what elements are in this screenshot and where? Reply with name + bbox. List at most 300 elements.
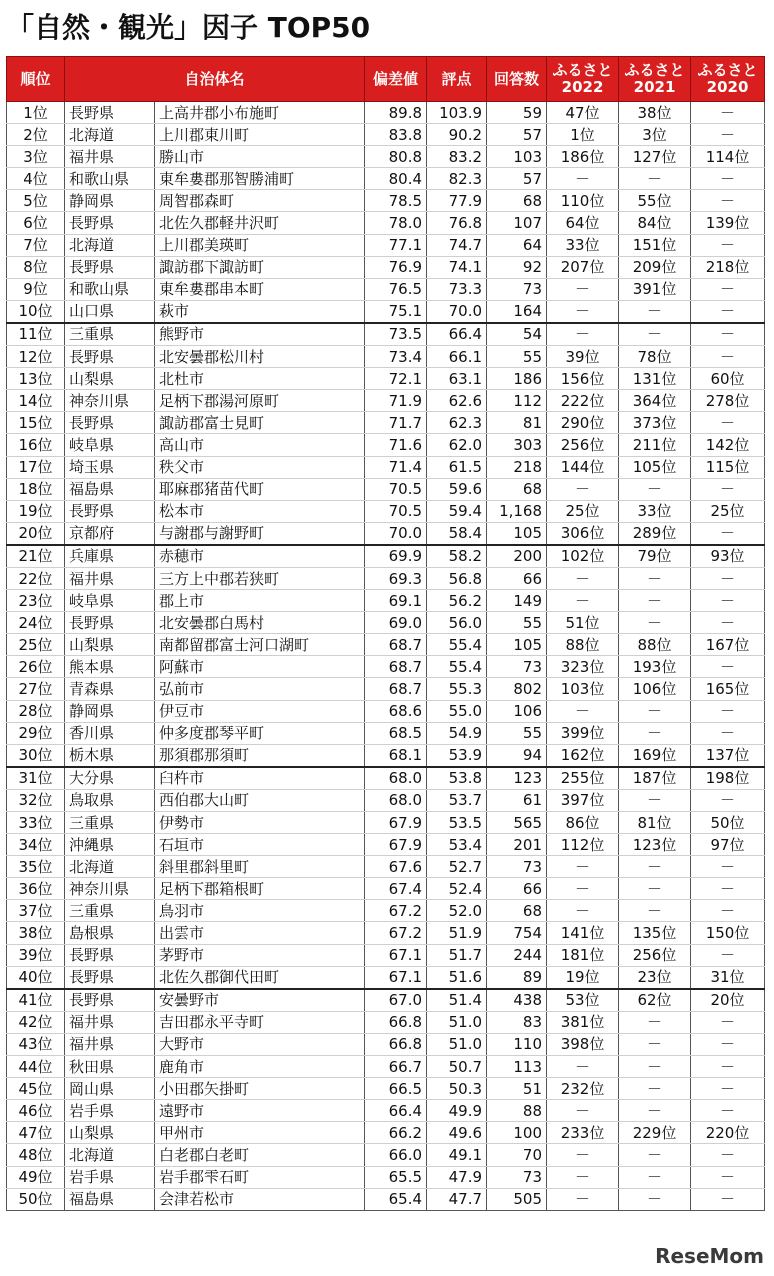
score-cell: 51.0 [427,1011,487,1033]
responses-cell: 55 [487,612,547,634]
prefecture-cell: 神奈川県 [65,878,155,900]
furusato-2020-cell: 165位 [691,678,765,700]
furusato-2020-cell: 115位 [691,456,765,478]
prefecture-cell: 山口県 [65,300,155,323]
table-row [7,124,765,146]
city-cell: 勝山市 [155,146,365,168]
responses-cell: 68 [487,190,547,212]
city-cell: 熊野市 [155,323,365,346]
score-cell: 74.7 [427,234,487,256]
city-cell: 遠野市 [155,1100,365,1122]
rank-cell: 43位 [7,1033,65,1055]
page-title: 「自然・観光」因子 TOP50 [6,11,371,44]
score-cell: 51.0 [427,1033,487,1055]
table-row [7,390,765,412]
furusato-2020-cell: － [691,944,765,966]
prefecture-cell: 熊本県 [65,656,155,678]
deviation-cell: 66.4 [365,1100,427,1122]
prefecture-cell: 北海道 [65,856,155,878]
furusato-2022-cell: － [547,567,619,589]
rank-cell: 10位 [7,300,65,323]
responses-cell: 110 [487,1033,547,1055]
table-row [7,966,765,989]
rank-cell: 41位 [7,989,65,1012]
header-furusato-2022 [547,57,619,102]
header-rank: 順位 [7,57,65,102]
city-cell: 萩市 [155,300,365,323]
furusato-2022-cell: 323位 [547,656,619,678]
furusato-2021-cell: 106位 [619,678,691,700]
prefecture-cell: 和歌山県 [65,168,155,190]
score-cell: 55.4 [427,634,487,656]
deviation-cell: 66.8 [365,1033,427,1055]
rank-cell: 33位 [7,812,65,834]
score-cell: 51.9 [427,922,487,944]
table-row [7,434,765,456]
responses-cell: 61 [487,789,547,811]
table-row [7,567,765,589]
score-cell: 54.9 [427,722,487,744]
furusato-2020-cell: 97位 [691,834,765,856]
score-cell: 53.5 [427,812,487,834]
furusato-2020-cell: － [691,168,765,190]
furusato-2022-cell: － [547,478,619,500]
responses-cell: 57 [487,124,547,146]
score-cell: 52.4 [427,878,487,900]
city-cell: 秩父市 [155,456,365,478]
table-row [7,1078,765,1100]
furusato-2022-cell: 186位 [547,146,619,168]
prefecture-cell: 岩手県 [65,1100,155,1122]
city-cell: 出雲市 [155,922,365,944]
city-cell: 上川郡美瑛町 [155,234,365,256]
deviation-cell: 66.2 [365,1122,427,1144]
table-row [7,256,765,278]
deviation-cell: 71.9 [365,390,427,412]
furusato-2021-cell: － [619,878,691,900]
furusato-2021-cell: － [619,590,691,612]
city-cell: 足柄下郡箱根町 [155,878,365,900]
city-cell: 大野市 [155,1033,365,1055]
city-cell: 那須郡那須町 [155,744,365,767]
deviation-cell: 69.1 [365,590,427,612]
header-deviation: 偏差値 [365,57,427,102]
deviation-cell: 67.4 [365,878,427,900]
furusato-2021-cell: 88位 [619,634,691,656]
table-row [7,478,765,500]
furusato-2021-cell: 33位 [619,500,691,522]
responses-cell: 164 [487,300,547,323]
furusato-2022-cell: － [547,878,619,900]
table-row [7,300,765,323]
furusato-2020-cell: 25位 [691,500,765,522]
furusato-2022-cell: 381位 [547,1011,619,1033]
furusato-2020-cell: － [691,323,765,346]
prefecture-cell: 山梨県 [65,634,155,656]
rank-cell: 18位 [7,478,65,500]
prefecture-cell: 長野県 [65,500,155,522]
furusato-2022-cell: － [547,1056,619,1078]
prefecture-cell: 鳥取県 [65,789,155,811]
deviation-cell: 65.4 [365,1188,427,1210]
city-cell: 北安曇郡白馬村 [155,612,365,634]
responses-cell: 57 [487,168,547,190]
furusato-2020-cell: 20位 [691,989,765,1012]
deviation-cell: 89.8 [365,102,427,124]
prefecture-cell: 静岡県 [65,700,155,722]
furusato-2021-cell: － [619,478,691,500]
score-cell: 62.0 [427,434,487,456]
furusato-2020-cell: － [691,278,765,300]
prefecture-cell: 北海道 [65,234,155,256]
prefecture-cell: 岩手県 [65,1166,155,1188]
responses-cell: 73 [487,278,547,300]
furusato-2020-cell: － [691,234,765,256]
responses-cell: 59 [487,102,547,124]
furusato-2022-cell: 102位 [547,545,619,568]
furusato-2022-cell: 25位 [547,500,619,522]
prefecture-cell: 兵庫県 [65,545,155,568]
score-cell: 66.4 [427,323,487,346]
score-cell: 76.8 [427,212,487,234]
table-row [7,944,765,966]
score-cell: 90.2 [427,124,487,146]
prefecture-cell: 三重県 [65,323,155,346]
furusato-2020-cell: － [691,567,765,589]
rank-cell: 24位 [7,612,65,634]
furusato-2022-cell: 256位 [547,434,619,456]
deviation-cell: 70.5 [365,478,427,500]
furusato-2021-cell: 256位 [619,944,691,966]
rank-cell: 4位 [7,168,65,190]
deviation-cell: 67.6 [365,856,427,878]
furusato-2021-cell: － [619,1188,691,1210]
responses-cell: 218 [487,456,547,478]
furusato-2022-cell: 144位 [547,456,619,478]
deviation-cell: 76.5 [365,278,427,300]
score-cell: 59.6 [427,478,487,500]
city-cell: 諏訪郡下諏訪町 [155,256,365,278]
score-cell: 61.5 [427,456,487,478]
city-cell: 東牟婁郡串本町 [155,278,365,300]
furusato-2021-cell: 78位 [619,346,691,368]
responses-cell: 66 [487,878,547,900]
deviation-cell: 68.5 [365,722,427,744]
table-row [7,634,765,656]
furusato-2021-cell: 3位 [619,124,691,146]
deviation-cell: 78.0 [365,212,427,234]
deviation-cell: 68.7 [365,634,427,656]
city-cell: 臼杵市 [155,767,365,790]
city-cell: 小田郡矢掛町 [155,1078,365,1100]
furusato-2021-cell: 105位 [619,456,691,478]
deviation-cell: 77.1 [365,234,427,256]
furusato-2021-cell: 81位 [619,812,691,834]
score-cell: 103.9 [427,102,487,124]
furusato-2022-cell: 33位 [547,234,619,256]
deviation-cell: 73.5 [365,323,427,346]
city-cell: 三方上中郡若狭町 [155,567,365,589]
furusato-2021-cell: 391位 [619,278,691,300]
responses-cell: 106 [487,700,547,722]
furusato-2021-cell: － [619,1166,691,1188]
furusato-2021-cell: － [619,1078,691,1100]
furusato-2020-cell: － [691,856,765,878]
furusato-2022-cell: 181位 [547,944,619,966]
deviation-cell: 71.7 [365,412,427,434]
furusato-2020-cell: － [691,722,765,744]
deviation-cell: 68.0 [365,767,427,790]
responses-cell: 81 [487,412,547,434]
furusato-2020-cell: － [691,1100,765,1122]
score-cell: 50.7 [427,1056,487,1078]
prefecture-cell: 長野県 [65,966,155,989]
table-row [7,500,765,522]
furusato-2020-cell: － [691,346,765,368]
deviation-cell: 66.8 [365,1011,427,1033]
city-cell: 西伯郡大山町 [155,789,365,811]
deviation-cell: 66.5 [365,1078,427,1100]
responses-cell: 70 [487,1144,547,1166]
furusato-2022-cell: － [547,1166,619,1188]
city-cell: 阿蘇市 [155,656,365,678]
table-row [7,612,765,634]
furusato-2021-cell: 38位 [619,102,691,124]
responses-cell: 68 [487,478,547,500]
furusato-2020-cell: 167位 [691,634,765,656]
furusato-2020-cell: 31位 [691,966,765,989]
furusato-2020-cell: － [691,190,765,212]
responses-cell: 438 [487,989,547,1012]
header-furusato-2020 [691,57,765,102]
furusato-2022-cell: 39位 [547,346,619,368]
rank-cell: 14位 [7,390,65,412]
table-row [7,656,765,678]
furusato-2021-cell: － [619,1100,691,1122]
rank-cell: 13位 [7,368,65,390]
score-cell: 51.6 [427,966,487,989]
furusato-2021-cell: － [619,1033,691,1055]
prefecture-cell: 埼玉県 [65,456,155,478]
furusato-2020-cell: － [691,1188,765,1210]
deviation-cell: 70.5 [365,500,427,522]
city-cell: 足柄下郡湯河原町 [155,390,365,412]
furusato-2021-cell: － [619,612,691,634]
furusato-2020-cell: 220位 [691,1122,765,1144]
score-cell: 66.1 [427,346,487,368]
rank-cell: 17位 [7,456,65,478]
deviation-cell: 68.6 [365,700,427,722]
prefecture-cell: 神奈川県 [65,390,155,412]
city-cell: 北杜市 [155,368,365,390]
prefecture-cell: 福島県 [65,478,155,500]
table-row [7,856,765,878]
furusato-2022-cell: 306位 [547,522,619,545]
rank-cell: 21位 [7,545,65,568]
furusato-2021-cell: － [619,700,691,722]
rank-cell: 19位 [7,500,65,522]
furusato-2020-cell: － [691,878,765,900]
responses-cell: 1,168 [487,500,547,522]
city-cell: 会津若松市 [155,1188,365,1210]
furusato-2020-cell: － [691,1166,765,1188]
responses-cell: 73 [487,856,547,878]
header-responses: 回答数 [487,57,547,102]
prefecture-cell: 秋田県 [65,1056,155,1078]
responses-cell: 68 [487,900,547,922]
furusato-2020-cell: 218位 [691,256,765,278]
city-cell: 南都留郡富士河口湖町 [155,634,365,656]
deviation-cell: 75.1 [365,300,427,323]
deviation-cell: 68.0 [365,789,427,811]
table-row [7,323,765,346]
city-cell: 伊勢市 [155,812,365,834]
city-cell: 諏訪郡富士見町 [155,412,365,434]
responses-cell: 201 [487,834,547,856]
rank-cell: 44位 [7,1056,65,1078]
prefecture-cell: 長野県 [65,989,155,1012]
furusato-2022-cell: － [547,1100,619,1122]
table-row [7,522,765,545]
table-row [7,744,765,767]
score-cell: 82.3 [427,168,487,190]
furusato-2022-cell: 255位 [547,767,619,790]
table-row [7,789,765,811]
table-row [7,1144,765,1166]
city-cell: 斜里郡斜里町 [155,856,365,878]
rank-cell: 40位 [7,966,65,989]
furusato-2020-cell: － [691,102,765,124]
furusato-2021-cell: － [619,323,691,346]
table-row [7,834,765,856]
score-cell: 53.8 [427,767,487,790]
table-row [7,590,765,612]
prefecture-cell: 島根県 [65,922,155,944]
furusato-2022-cell: 53位 [547,989,619,1012]
furusato-2021-cell: 62位 [619,989,691,1012]
prefecture-cell: 北海道 [65,1144,155,1166]
furusato-2020-cell: － [691,612,765,634]
furusato-2020-cell: 93位 [691,545,765,568]
score-cell: 62.6 [427,390,487,412]
rank-cell: 23位 [7,590,65,612]
furusato-2021-cell: 151位 [619,234,691,256]
rank-cell: 20位 [7,522,65,545]
rank-cell: 45位 [7,1078,65,1100]
header-score: 評点 [427,57,487,102]
furusato-2022-cell: － [547,1188,619,1210]
furusato-2022-cell: 207位 [547,256,619,278]
table-row [7,812,765,834]
header-furusato-2021 [619,57,691,102]
furusato-2022-cell: 19位 [547,966,619,989]
furusato-2022-cell: 141位 [547,922,619,944]
deviation-cell: 68.1 [365,744,427,767]
header-furusato-2021-label: ふるさと [624,61,685,79]
table-row [7,146,765,168]
score-cell: 62.3 [427,412,487,434]
prefecture-cell: 三重県 [65,900,155,922]
furusato-2022-cell: 398位 [547,1033,619,1055]
furusato-2021-cell: 23位 [619,966,691,989]
score-cell: 74.1 [427,256,487,278]
prefecture-cell: 岐阜県 [65,434,155,456]
score-cell: 50.3 [427,1078,487,1100]
score-cell: 58.4 [427,522,487,545]
table-row [7,212,765,234]
table-row [7,102,765,124]
score-cell: 53.4 [427,834,487,856]
furusato-2020-cell: 198位 [691,767,765,790]
furusato-2021-cell: 127位 [619,146,691,168]
responses-cell: 565 [487,812,547,834]
city-cell: 甲州市 [155,1122,365,1144]
score-cell: 53.9 [427,744,487,767]
score-cell: 47.7 [427,1188,487,1210]
rank-cell: 36位 [7,878,65,900]
table-row [7,234,765,256]
furusato-2022-cell: 1位 [547,124,619,146]
prefecture-cell: 京都府 [65,522,155,545]
furusato-2021-cell: － [619,168,691,190]
score-cell: 47.9 [427,1166,487,1188]
prefecture-cell: 山梨県 [65,368,155,390]
rank-cell: 22位 [7,567,65,589]
furusato-2022-cell: 110位 [547,190,619,212]
rank-cell: 38位 [7,922,65,944]
rank-cell: 26位 [7,656,65,678]
rank-cell: 11位 [7,323,65,346]
prefecture-cell: 青森県 [65,678,155,700]
prefecture-cell: 三重県 [65,812,155,834]
rank-cell: 39位 [7,944,65,966]
rank-cell: 12位 [7,346,65,368]
rank-cell: 48位 [7,1144,65,1166]
score-cell: 49.1 [427,1144,487,1166]
score-cell: 55.3 [427,678,487,700]
table-row [7,1033,765,1055]
header-furusato-2022-label: ふるさと [552,61,613,79]
table-row [7,1011,765,1033]
furusato-2021-cell: － [619,789,691,811]
furusato-2020-cell: － [691,522,765,545]
rank-cell: 47位 [7,1122,65,1144]
furusato-2022-cell: － [547,278,619,300]
responses-cell: 88 [487,1100,547,1122]
rank-cell: 7位 [7,234,65,256]
responses-cell: 112 [487,390,547,412]
furusato-2022-cell: 233位 [547,1122,619,1144]
furusato-2020-cell: 50位 [691,812,765,834]
prefecture-cell: 福井県 [65,567,155,589]
furusato-2022-cell: 399位 [547,722,619,744]
responses-cell: 105 [487,634,547,656]
prefecture-cell: 長野県 [65,256,155,278]
deviation-cell: 73.4 [365,346,427,368]
table-row [7,878,765,900]
table-row [7,767,765,790]
rank-cell: 37位 [7,900,65,922]
furusato-2021-cell: 209位 [619,256,691,278]
responses-cell: 754 [487,922,547,944]
furusato-2021-cell: 84位 [619,212,691,234]
furusato-2022-cell: 112位 [547,834,619,856]
furusato-2022-cell: 86位 [547,812,619,834]
responses-cell: 244 [487,944,547,966]
city-cell: 鳥羽市 [155,900,365,922]
city-cell: 弘前市 [155,678,365,700]
deviation-cell: 69.9 [365,545,427,568]
